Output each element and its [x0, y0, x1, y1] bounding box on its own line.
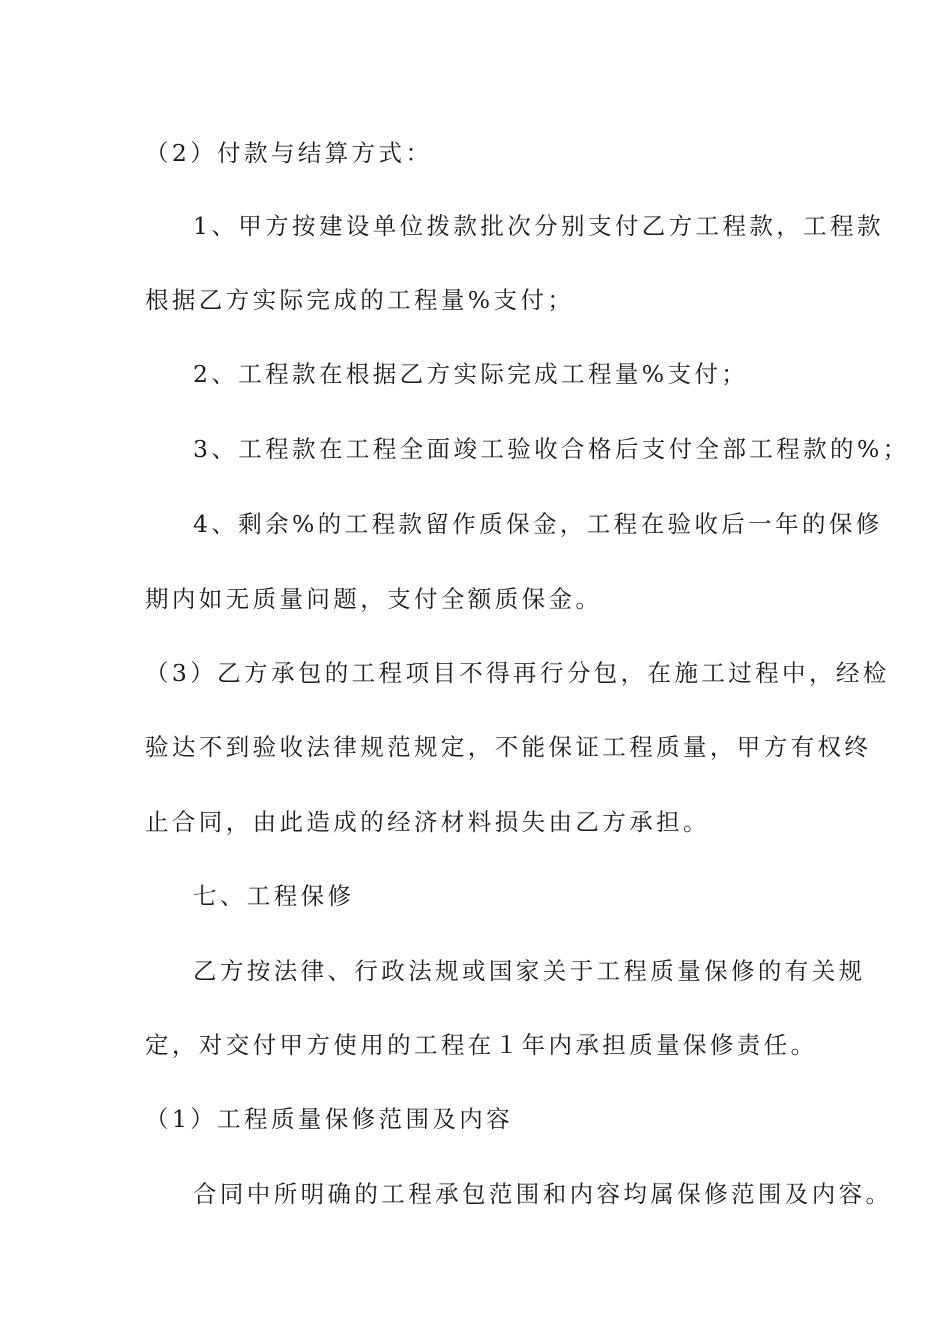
paragraph-line: 1、甲方按建设单位拨款批次分别支付乙方工程款，工程款 [193, 212, 884, 240]
paragraph-line: 定，对交付甲方使用的工程在１年内承担质量保修责任。 [145, 1031, 818, 1059]
paragraph-line: 2、工程款在根据乙方实际完成工程量%支付； [193, 360, 749, 388]
paragraph-line: （3）乙方承包的工程项目不得再行分包，在施工过程中，经检 [145, 659, 890, 687]
paragraph-line: 3、工程款在工程全面竣工验收合格后支付全部工程款的%； [193, 435, 910, 463]
paragraph-line: 期内如无质量问题，支付全额质保金。 [145, 585, 603, 613]
paragraph-line: 乙方按法律、行政法规或国家关于工程质量保修的有关规 [193, 957, 866, 985]
paragraph-line: 合同中所明确的工程承包范围和内容均属保修范围及内容。 [193, 1180, 893, 1208]
paragraph-line: 根据乙方实际完成的工程量%支付； [145, 286, 575, 314]
subheading-warranty-scope: （1）工程质量保修范围及内容 [145, 1105, 514, 1133]
subheading-payment-settlement: （2）付款与结算方式： [145, 139, 433, 167]
paragraph-line: 止合同，由此造成的经济材料损失由乙方承担。 [145, 808, 710, 836]
paragraph-line: 4、剩余%的工程款留作质保金，工程在验收后一年的保修 [193, 510, 883, 538]
section-heading-warranty: 七、工程保修 [193, 882, 355, 910]
paragraph-line: 验达不到验收法律规范规定，不能保证工程质量，甲方有权终 [145, 733, 872, 761]
